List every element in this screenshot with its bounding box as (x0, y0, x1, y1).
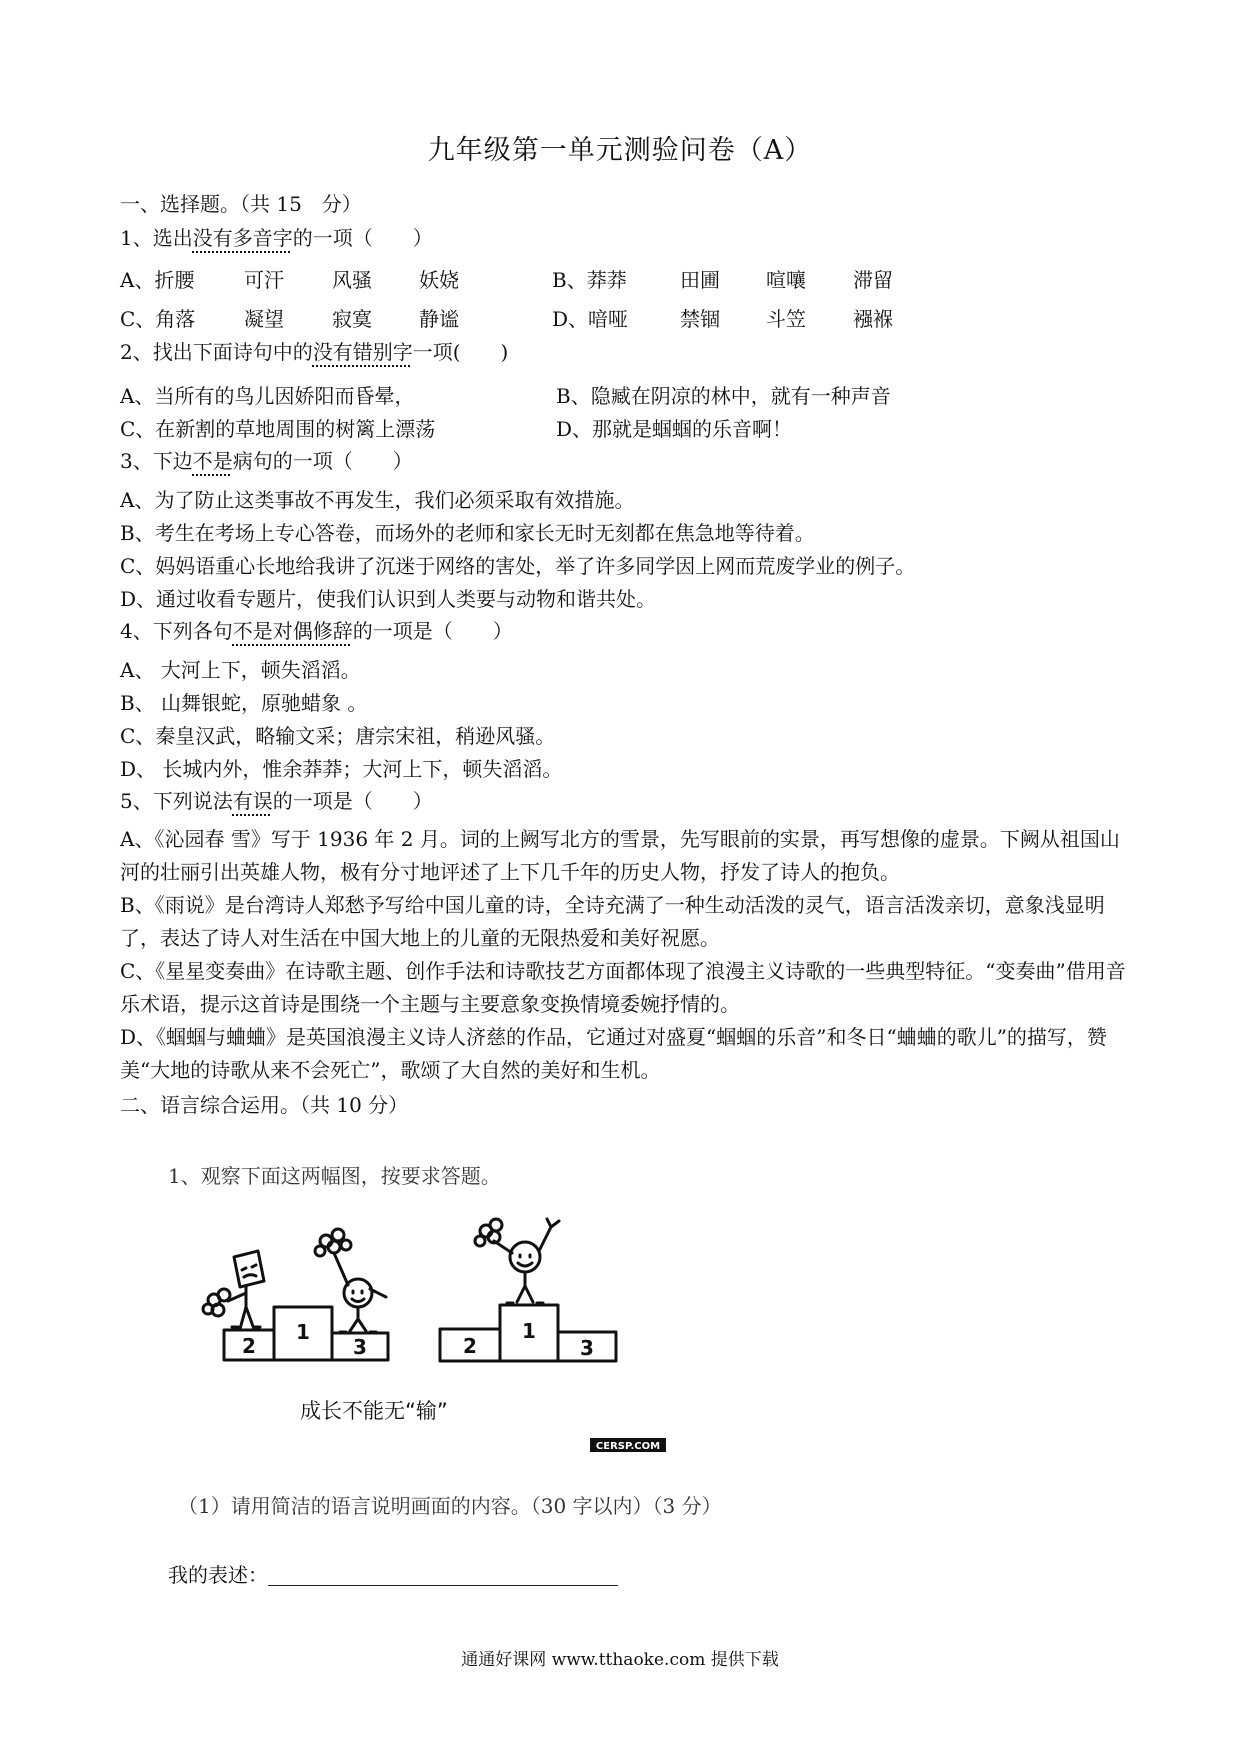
q1-word: 滞留 (853, 268, 893, 292)
q1-word: 田圃 (680, 268, 720, 292)
q2-option-c: C、在新割的草地周围的树篱上漂荡 (120, 417, 436, 441)
q1-word: 风骚 (332, 268, 372, 292)
q1-word: 可汗 (244, 268, 284, 292)
q1-option-b: B、莽莽 (552, 268, 627, 292)
q2-lead: 2、找出下面诗句中的 (120, 340, 313, 364)
podium-label: 2 (463, 1334, 477, 1358)
q5-option-b: B、《雨说》是台湾诗人郑愁予写给中国儿童的诗，全诗充满了一种生动活泼的灵气，语言活泼亲切，意象浅显明了，表达了诗人对生活在中国大地上的儿童的无限热爱和美好祝愿。 (120, 893, 1105, 950)
section2-question-1: 1、观察下面这两幅图，按要求答题。 (168, 1164, 501, 1188)
answer-line (168, 1562, 618, 1588)
q4-option-b: B、 山舞银蛇，原驰蜡象 。 (120, 691, 368, 715)
q1-word: 禁锢 (680, 307, 720, 331)
q4-emphasis: 不是对偶修辞 (232, 619, 353, 643)
q2-tail: 一项( ) (412, 340, 509, 364)
q2-option-b: B、隐臧在阴凉的林中，就有一种声音 (556, 384, 891, 408)
q4-option-d: D、 长城内外，惟余莽莽；大河上下，顿失滔滔。 (120, 757, 563, 781)
figure-caption: 成长不能无“输” (300, 1399, 448, 1423)
answer-blank[interactable] (268, 1565, 618, 1586)
podium-label: 1 (522, 1319, 536, 1343)
question-4 (120, 618, 513, 644)
q3-emphasis: 不是 (192, 449, 233, 473)
q4-option-c: C、秦皇汉武，略输文采；唐宗宋祖，稍逊风骚。 (120, 724, 556, 748)
q1-emphasis: 没有多音字 (192, 226, 293, 250)
q3-lead: 3、下边 (120, 449, 193, 473)
q5-lead: 5、下列说法 (120, 789, 233, 813)
q3-option-d: D、通过收看专题片，使我们认识到人类要与动物和谐共处。 (120, 587, 657, 611)
q1-word: 凝望 (244, 307, 284, 331)
page-footer: 通通好课网 www.tthaoke.com 提供下载 (461, 1650, 779, 1670)
cartoon-figure (190, 1215, 690, 1460)
q2-option-d: D、那就是蝈蝈的乐音啊！ (556, 417, 793, 441)
question-2 (120, 339, 508, 365)
q4-lead: 4、下列各句 (120, 619, 233, 643)
q1-word: 斗笠 (766, 307, 806, 331)
podium-label: 1 (296, 1320, 310, 1344)
q5-option-c: C、《星星变奏曲》在诗歌主题、创作手法和诗歌技艺方面都体现了浪漫主义诗歌的一些典型特征。“变奏曲”借用音乐术语，提示这首诗是围绕一个主题与主要意象变换情境委婉抒情的。 (120, 959, 1126, 1016)
q3-option-b: B、考生在考场上专心答卷，而场外的老师和家长无时无刻都在焦急地等待着。 (120, 521, 815, 545)
q5-option-a: A、《沁园春 雪》写于 1936 年 2 月。词的上阙写北方的雪景，先写眼前的实景，再写想像的虚景。下阙从祖国山河的壮丽引出英雄人物，极有分寸地评述了上下几千年的历史人物，抒发了诗人的抱负。 (120, 827, 1120, 884)
q3-option-a: A、为了防止这类事故不再发生，我们必须采取有效措施。 (120, 488, 635, 512)
watermark-text: CERSP.COM (595, 1441, 661, 1452)
q3-tail: 病句的一项（ ） (232, 449, 413, 473)
q2-option-a: A、当所有的鸟儿因娇阳而昏晕， (120, 384, 415, 408)
podium-label: 3 (580, 1336, 594, 1360)
q1-lead: 1、选出 (120, 226, 193, 250)
section2-heading: 二、语言综合运用。（共 10 分） (120, 1093, 409, 1117)
page-title: 九年级第一单元测验问卷（A） (427, 135, 813, 166)
q1-option-a: A、折腰 (120, 268, 195, 292)
q1-word: 寂寞 (332, 307, 372, 331)
q3-option-c: C、妈妈语重心长地给我讲了沉迷于网络的害处，举了许多同学因上网而荒废学业的例子。 (120, 554, 916, 578)
q1-word: 妖娆 (419, 268, 459, 292)
q4-option-a: A、 大河上下，顿失滔滔。 (120, 658, 361, 682)
q1-tail: 的一项（ ） (292, 226, 433, 250)
podium-label: 2 (242, 1334, 256, 1358)
q1-word: 静谧 (419, 307, 459, 331)
question-3 (120, 448, 413, 474)
answer-label: 我的表述： (168, 1563, 268, 1587)
sub-question-1: （1）请用简洁的语言说明画面的内容。（30 字以内）（3 分） (178, 1494, 722, 1518)
podium-label: 3 (353, 1335, 367, 1359)
q5-tail: 的一项是（ ） (272, 789, 433, 813)
q2-emphasis: 没有错别字 (312, 340, 413, 364)
q5-emphasis: 有误 (232, 789, 273, 813)
q1-option-d: D、喑哑 (552, 307, 629, 331)
q4-tail: 的一项是（ ） (352, 619, 513, 643)
question-1 (120, 225, 433, 251)
q1-word: 襁褓 (853, 307, 893, 331)
section1-heading: 一、选择题。（共 15 分） (120, 192, 362, 216)
q5-option-d: D、《蝈蝈与蛐蛐》是英国浪漫主义诗人济慈的作品，它通过对盛夏“蝈蝈的乐音”和冬日“蛐蛐的歌儿”的描写，赞美“大地的诗歌从来不会死亡”，歌颂了大自然的美好和生机。 (120, 1025, 1107, 1082)
question-5 (120, 788, 433, 814)
q1-option-c: C、角落 (120, 307, 196, 331)
square-head-figure (234, 1251, 264, 1287)
q1-word: 喧嚷 (766, 268, 806, 292)
